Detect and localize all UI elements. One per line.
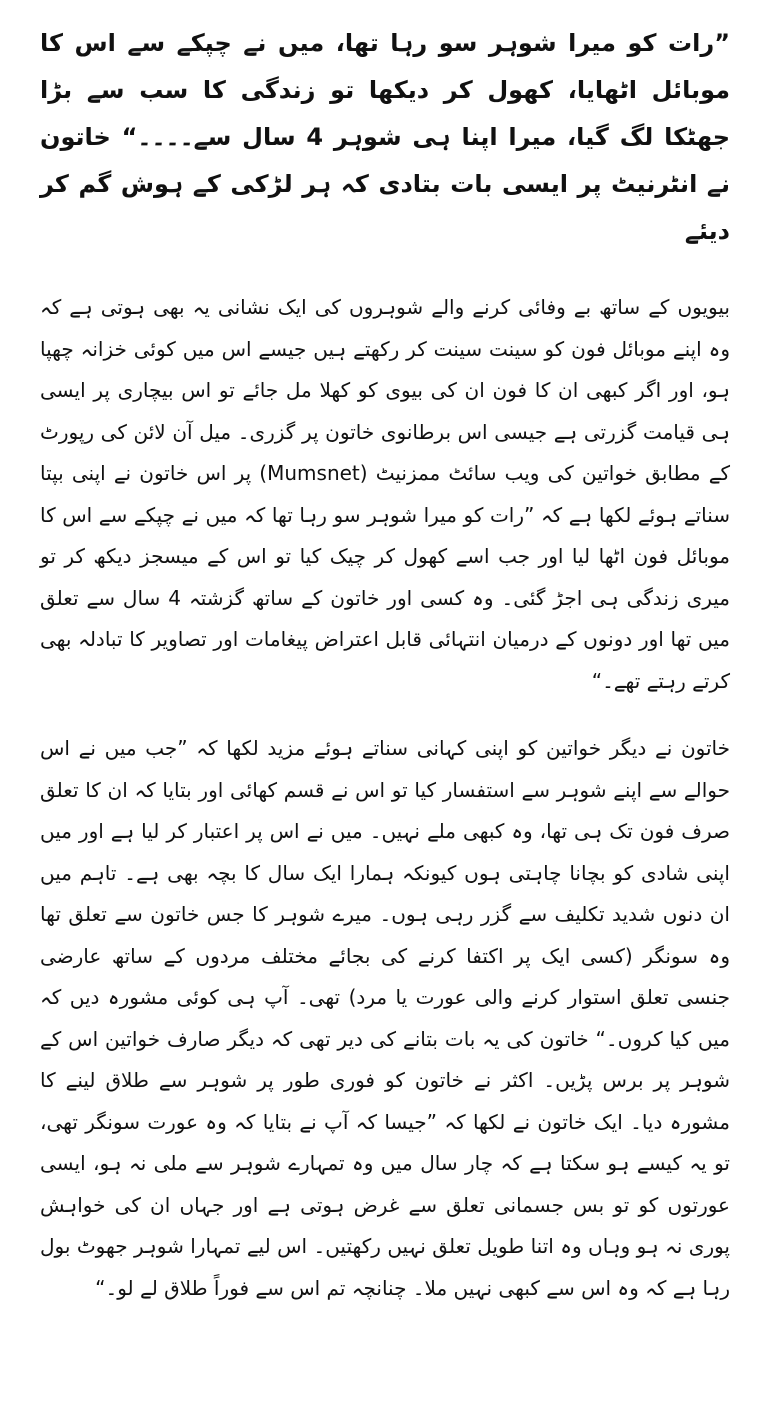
article-paragraph-2: خاتون نے دیگر خواتین کو اپنی کہانی سناتے ہوئے مزید لکھا کہ ”جب میں نے اس حوالے سے اپنے شوہر سے استفسار کیا تو اس نے قسم کھائی اور بتایا کہ ان کا تعلق صرف فون تک ہی تھا، وہ کبھی ملے نہیں۔ میں نے اس پر اعتبار کر لیا ہے اور میں اپنی شادی کو بچانا چاہتی ہوں کیونکہ ہمارا ایک سال کا بچہ بھی ہے۔ تاہم میں ان دنوں شدید تکلیف سے گزر رہی ہوں۔ میرے شوہر کا جس خاتون سے تعلق تھا وہ سونگر (کسی ایک پر اکتفا کرنے کی بجائے مختلف مردوں کے ساتھ عارضی جنسی تعلق استوار کرنے والی عورت یا مرد) تھی۔ آپ ہی کوئی مشورہ دیں کہ میں کیا کروں۔“ خاتون کی یہ بات بتانے کی دیر تھی کہ دیگر صارف خواتین اس کے شوہر پر برس پڑیں۔ اکثر نے خاتون کو فوری طور پر شوہر سے طلاق لینے کا مشورہ دیا۔ ایک خاتون نے لکھا کہ ”جیسا کہ آپ نے بتایا کہ وہ عورت سونگر تھی، تو یہ کیسے ہو سکتا ہے کہ چار سال میں وہ تمہارے شوہر سے ملی نہ ہو، ایسی عورتوں کو تو بس جسمانی تعلق سے غرض ہوتی ہے اور جہاں ان کی خواہش پوری نہ ہو وہاں وہ اتنا طویل تعلق نہیں رکھتیں۔ اس لیے تمہارا شوہر جھوٹ بول رہا ہے کہ وہ اس سے کبھی نہیں ملا۔ چنانچہ تم اس سے فوراً طلاق لے لو۔“	[40, 736, 730, 1300]
article-paragraph-1: بیویوں کے ساتھ بے وفائی کرنے والے شوہروں کی ایک نشانی یہ بھی ہوتی ہے کہ وہ اپنے موبائل فون کو سینت سینت کر رکھتے ہیں جیسے اس میں کوئی خزانہ چھپا ہو، اور اگر کبھی ان کا فون ان کی بیوی کو کھلا مل جائے تو اس بیچاری پر ایسی ہی قیامت گزرتی ہے جیسی اس برطانوی خاتون پر گزری۔ میل آن لائن کی رپورٹ کے مطابق خواتین کی ویب سائٹ ممزنیٹ (Mumsnet) پر اس خاتون نے اپنی بپتا سناتے ہوئے لکھا ہے کہ ”رات کو میرا شوہر سو رہا تھا کہ میں نے چپکے سے اس کا موبائل فون اٹھا لیا اور جب اسے کھول کر چیک کیا تو اس کے میسجز دیکھ کر تو میری زندگی ہی اجڑ گئی۔ وہ کسی اور خاتون کے ساتھ گزشتہ 4 سال سے تعلق میں تھا اور دونوں کے درمیان انتہائی قابل اعتراض پیغامات اور تصاویر کا تبادلہ بھی کرتے رہتے تھے۔“	[40, 295, 731, 693]
article-headline: ”رات کو میرا شوہر سو رہا تھا، میں نے چپکے سے اس کا موبائل اٹھایا، کھول کر دیکھا تو زندگی کا سب سے بڑا جھٹکا لگ گیا، میرا اپنا ہی شوہر 4 سال سے۔۔۔۔“ خاتون نے انٹرنیٹ پر ایسی بات بتادی کہ ہر لڑکی کے ہوش گم کر دیئے	[40, 29, 730, 245]
